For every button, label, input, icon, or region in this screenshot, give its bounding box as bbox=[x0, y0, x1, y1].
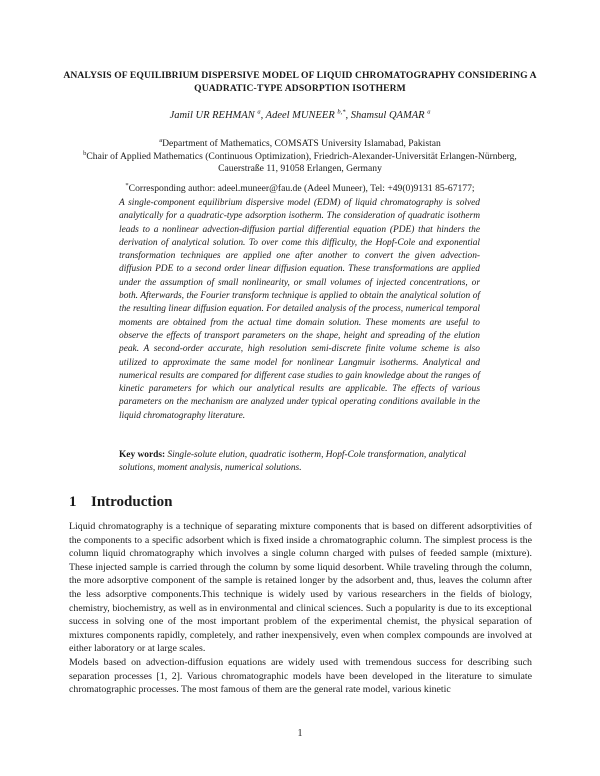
body-text bbox=[69, 520, 532, 697]
author-mark: a bbox=[257, 108, 261, 116]
author-list: Jamil UR REHMAN $^a$, Adeel MUNEER $^{b,*}$, Shamsul QAMAR $^a$ bbox=[169, 108, 431, 121]
author-name: Jamil UR REHMAN bbox=[169, 110, 255, 121]
section-number: 1 bbox=[69, 494, 77, 510]
keywords bbox=[119, 449, 480, 476]
affiliation-text: Department of Mathematics, COMSATS University Islamabad, Pakistan bbox=[162, 138, 441, 149]
paragraph: Models based on advection-diffusion equations are widely used with tremendous success for describing such separation processes [1, 2]. Various chromatographic models have been developed in the literature to simulate chromatographic processes. The most famous of them are the general rate model, various kinetic bbox=[69, 656, 532, 696]
section-title: Introduction bbox=[91, 494, 173, 510]
corresponding-author bbox=[60, 183, 540, 194]
keywords-text: Single-solute elution, quadratic isotherm, Hopf-Cole transformation, analytical solutions, moment analysis, numerical solutions. bbox=[119, 450, 467, 474]
section-heading bbox=[69, 494, 172, 511]
author-mark: b,* bbox=[337, 108, 346, 116]
paragraph: Liquid chromatography is a technique of separating mixture components that is based on different adsorptivities of the components to a specific adsorbent which is fixed inside a chromatographic column. The simplest process is the column liquid chromatography which involves a single column charged with pulses of feeded sample (mixture). These injected sample is carried through the column by some liquid desorbent. While traveling through the column, the more adsorptive component of the sample is retained longer by the adsorbent and, thus, leaves the column after the less adsorptive components.This technique is widely used by various researchers in the fields of biology, chemistry, biochemistry, as well as in environmental and clinical sciences. Such a popularity is due to its exceptional success in solving one of the most important problem of the experimental chemist, the physical separation of mixtures components rapidly, completely, and rather inexpensively, even when complex compounds are involved at either laboratory or at large scales. bbox=[69, 521, 532, 655]
affiliation-mark: b bbox=[83, 149, 87, 157]
corresponding-text: Corresponding author: adeel.muneer@fau.de (Adeel Muneer), Tel: +49(0)9131 85-67177; bbox=[128, 183, 475, 194]
affiliation-text: Chair of Applied Mathematics (Continuous Optimization), Friedrich-Alexander-Universität Erlangen-Nürnberg, Cauerstraße 11, 91058 Erlangen, Germany bbox=[86, 150, 517, 174]
abstract: A single-component equilibrium dispersive model (EDM) of liquid chromatography is solved analytically for a quadratic-type adsorption isotherm. The consideration of quadratic isotherm leads to a nonlinear advection-diffusion partial differential equation (PDE) that hinders the derivation of analytical solution. To over come this difficulty, the Hopf-Cole and exponential transformation techniques are applied one after another to convert the given advection-diffusion PDE to a second order linear diffusion equation. These transformations are applied under the assumption of small nonlinearity, or small volumes of injected concentrations, or both. Afterwards, the Fourier transform technique is applied to obtain the analytical solution of the resulting linear diffusion equation. For detailed analysis of the process, numerical temporal moments are obtained from the actual time domain solution. These moments are useful to observe the effects of transport parameters on the shape, height and spreading of the elution peak. A second-order accurate, high resolution semi-discrete finite volume scheme is also utilized to approximate the same model for nonlinear Langmuir isotherms. Analytical and numerical results are compared for different case studies to gain knowledge about the ranges of kinetic parameters for which our analytical results are applicable. The effects of various parameters on the mechanism are analyzed under typical operating conditions available in the liquid chromatography literature. bbox=[119, 198, 480, 421]
affiliation bbox=[60, 138, 540, 151]
keywords-label: Key words: bbox=[119, 450, 166, 460]
author-name: Adeel MUNEER bbox=[265, 110, 335, 121]
affiliation bbox=[60, 151, 540, 176]
author-mark: a bbox=[427, 108, 431, 116]
corresponding-mark: * bbox=[125, 181, 129, 189]
affiliations bbox=[60, 138, 540, 176]
paper-title: ANALYSIS OF EQUILIBRIUM DISPERSIVE MODEL OF LIQUID CHROMATOGRAPHY CONSIDERING A QUADRATIC-TYPE ADSORPTION ISOTHERM bbox=[63, 70, 537, 94]
page-number: 1 bbox=[297, 728, 303, 739]
author-name: Shamsul QAMAR bbox=[350, 110, 425, 121]
affiliation-mark: a bbox=[159, 136, 163, 144]
